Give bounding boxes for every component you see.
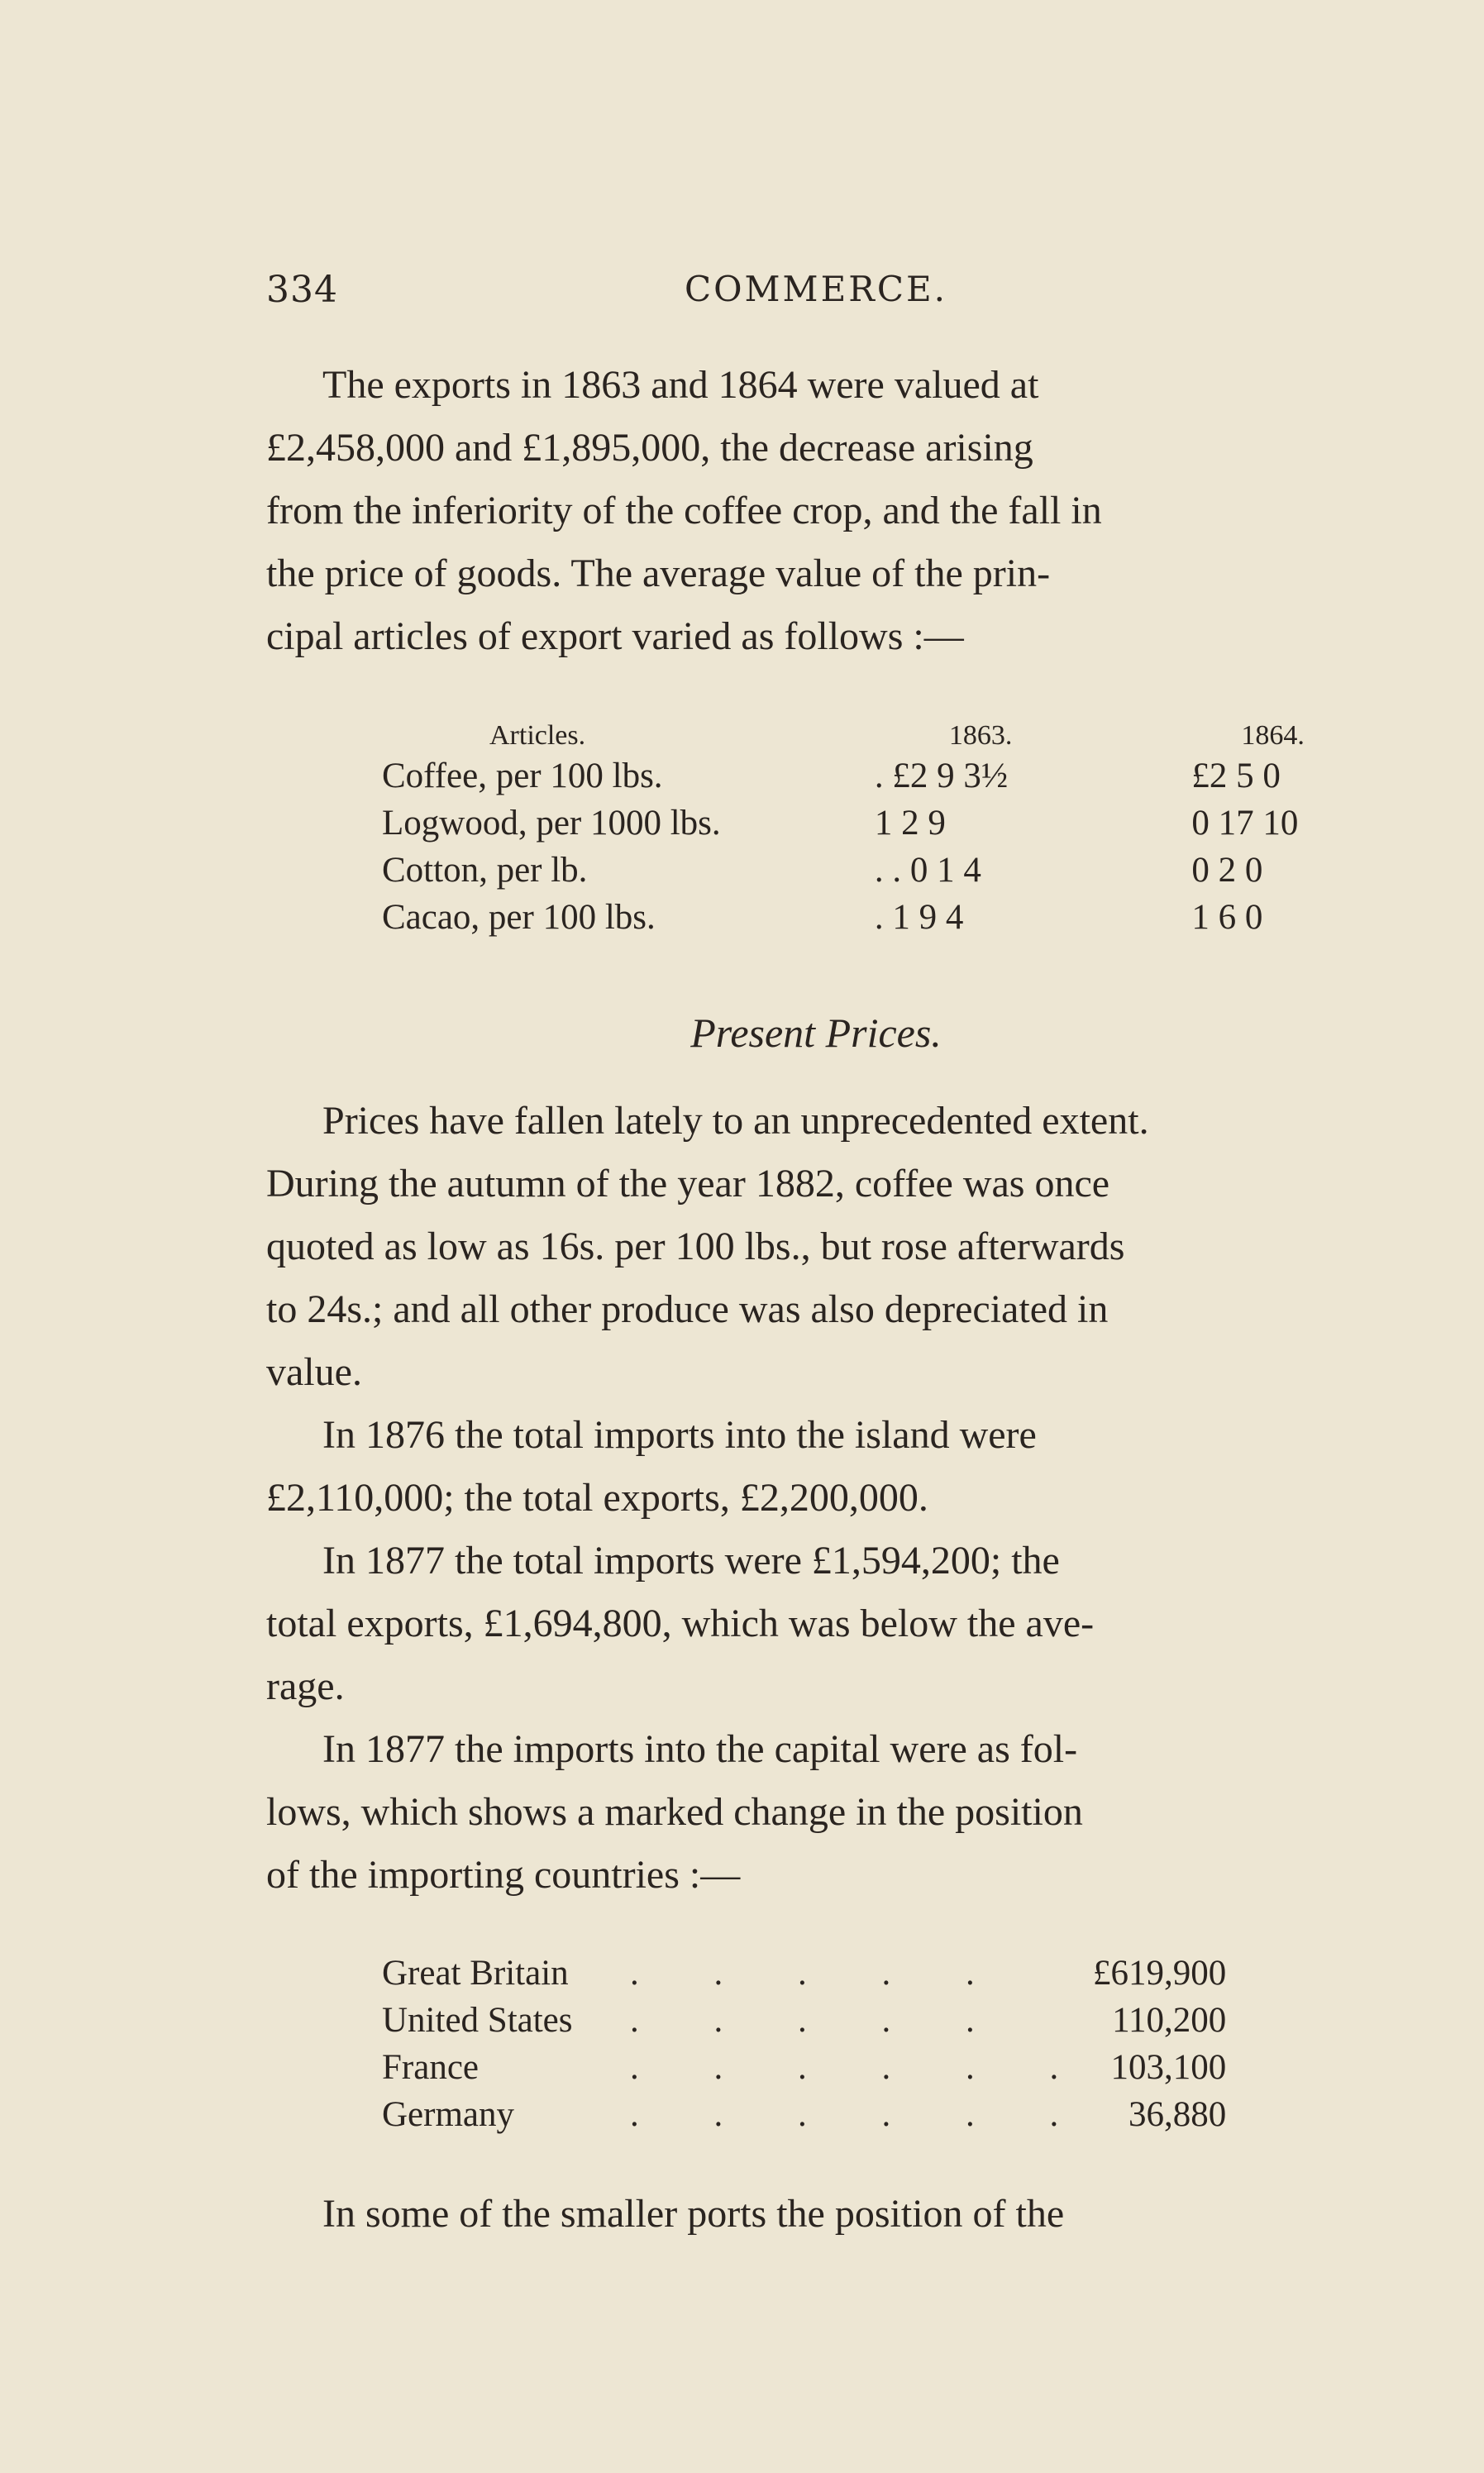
import-value: 36,880 [1129, 2095, 1227, 2134]
article-name: Cotton, per lb. [382, 851, 588, 890]
capital-imports-table [382, 1950, 1226, 2138]
article-name: Cacao, per 100 lbs. [382, 898, 656, 937]
dot-leader: . . . . . . [630, 2048, 1092, 2087]
text-line: lows, which shows a marked change in the position [266, 1790, 1083, 1834]
table-row [382, 847, 1484, 894]
text-line: In some of the smaller ports the position of the [322, 2192, 1065, 2236]
country-name: United States [382, 2001, 573, 2040]
dot-leader: . [874, 898, 884, 937]
value-1863 [875, 752, 1192, 800]
text-line: the price of goods. The average value of the prin- [266, 551, 1051, 595]
article-name: Logwood, per 1000 lbs. [382, 804, 721, 843]
dot-leader: . [874, 757, 884, 795]
text-line: Prices have fallen lately to an unprecedented extent. [322, 1099, 1149, 1143]
dot-leader: . . . . . [630, 1954, 1008, 1993]
value-1863-text: 0 1 4 [909, 851, 981, 890]
text-line: to 24s.; and all other produce was also depreciated in [266, 1287, 1109, 1331]
dot-leader: . . . . . [630, 2001, 1008, 2040]
text-line: £2,110,000; the total exports, £2,200,000. [266, 1476, 928, 1520]
value-1863 [875, 800, 1192, 847]
value-1864: £2 5 0 [1191, 757, 1281, 795]
table-row [382, 800, 1484, 847]
value-1864: 0 2 0 [1191, 851, 1263, 890]
text-line: In 1876 the total imports into the island were [322, 1413, 1037, 1457]
page-number: 334 [266, 269, 338, 311]
section-title: Present Prices. [690, 1010, 942, 1056]
header-1864: 1864. [1241, 720, 1305, 751]
value-1864: 1 6 0 [1191, 898, 1263, 937]
text-line: quoted as low as 16s. per 100 lbs., but rose afterwards [266, 1225, 1125, 1268]
text-line: During the autumn of the year 1882, coffee was once [266, 1162, 1110, 1205]
exports-paragraph [266, 354, 1366, 668]
text-line: of the importing countries :— [266, 1853, 741, 1897]
country-name: France [382, 2048, 479, 2087]
text-line: cipal articles of export varied as follows :— [266, 614, 964, 658]
running-head: COMMERCE. [684, 269, 947, 309]
header-1863: 1863. [948, 720, 1013, 751]
value-1863 [875, 847, 1192, 894]
text-line: £2,458,000 and £1,895,000, the decrease arising [266, 426, 1033, 470]
page-header [266, 269, 1366, 318]
text-line: In 1877 the total imports were £1,594,200; the [322, 1539, 1060, 1583]
import-value: 110,200 [1112, 2001, 1227, 2040]
import-value: £619,900 [1093, 1954, 1227, 1993]
table-header-row [382, 719, 1484, 752]
closing-paragraph [266, 2183, 1366, 2246]
text-line: rage. [266, 1664, 345, 1708]
prices-paragraph [266, 1090, 1366, 1907]
country-name: Great Britain [382, 1954, 569, 1993]
table-row [382, 1950, 1226, 1997]
table-row [382, 2044, 1226, 2091]
value-1863 [875, 894, 1192, 941]
dot-leader: . . [874, 851, 902, 890]
export-articles-table [382, 719, 1484, 941]
import-value: 103,100 [1110, 2048, 1227, 2087]
text-line: In 1877 the imports into the capital were as fol- [322, 1727, 1078, 1771]
text-line: total exports, £1,694,800, which was below the ave- [266, 1602, 1095, 1645]
value-1864: 0 17 10 [1191, 804, 1299, 843]
table-row [382, 752, 1484, 800]
value-1863-text: 1 2 9 [874, 804, 946, 843]
dot-leader: . . . . . . [630, 2095, 1092, 2134]
table-row [382, 1997, 1226, 2044]
text-line: The exports in 1863 and 1864 were valued at [322, 363, 1039, 407]
value-1863-text: 1 9 4 [892, 898, 964, 937]
article-name: Coffee, per 100 lbs. [382, 757, 663, 795]
table-row [382, 2091, 1226, 2138]
text-line: from the inferiority of the coffee crop, and the fall in [266, 489, 1102, 532]
header-articles: Articles. [489, 720, 586, 751]
table-row [382, 894, 1484, 941]
value-1863-text: £2 9 3½ [892, 757, 1009, 795]
text-line: value. [266, 1350, 362, 1394]
country-name: Germany [382, 2095, 514, 2134]
